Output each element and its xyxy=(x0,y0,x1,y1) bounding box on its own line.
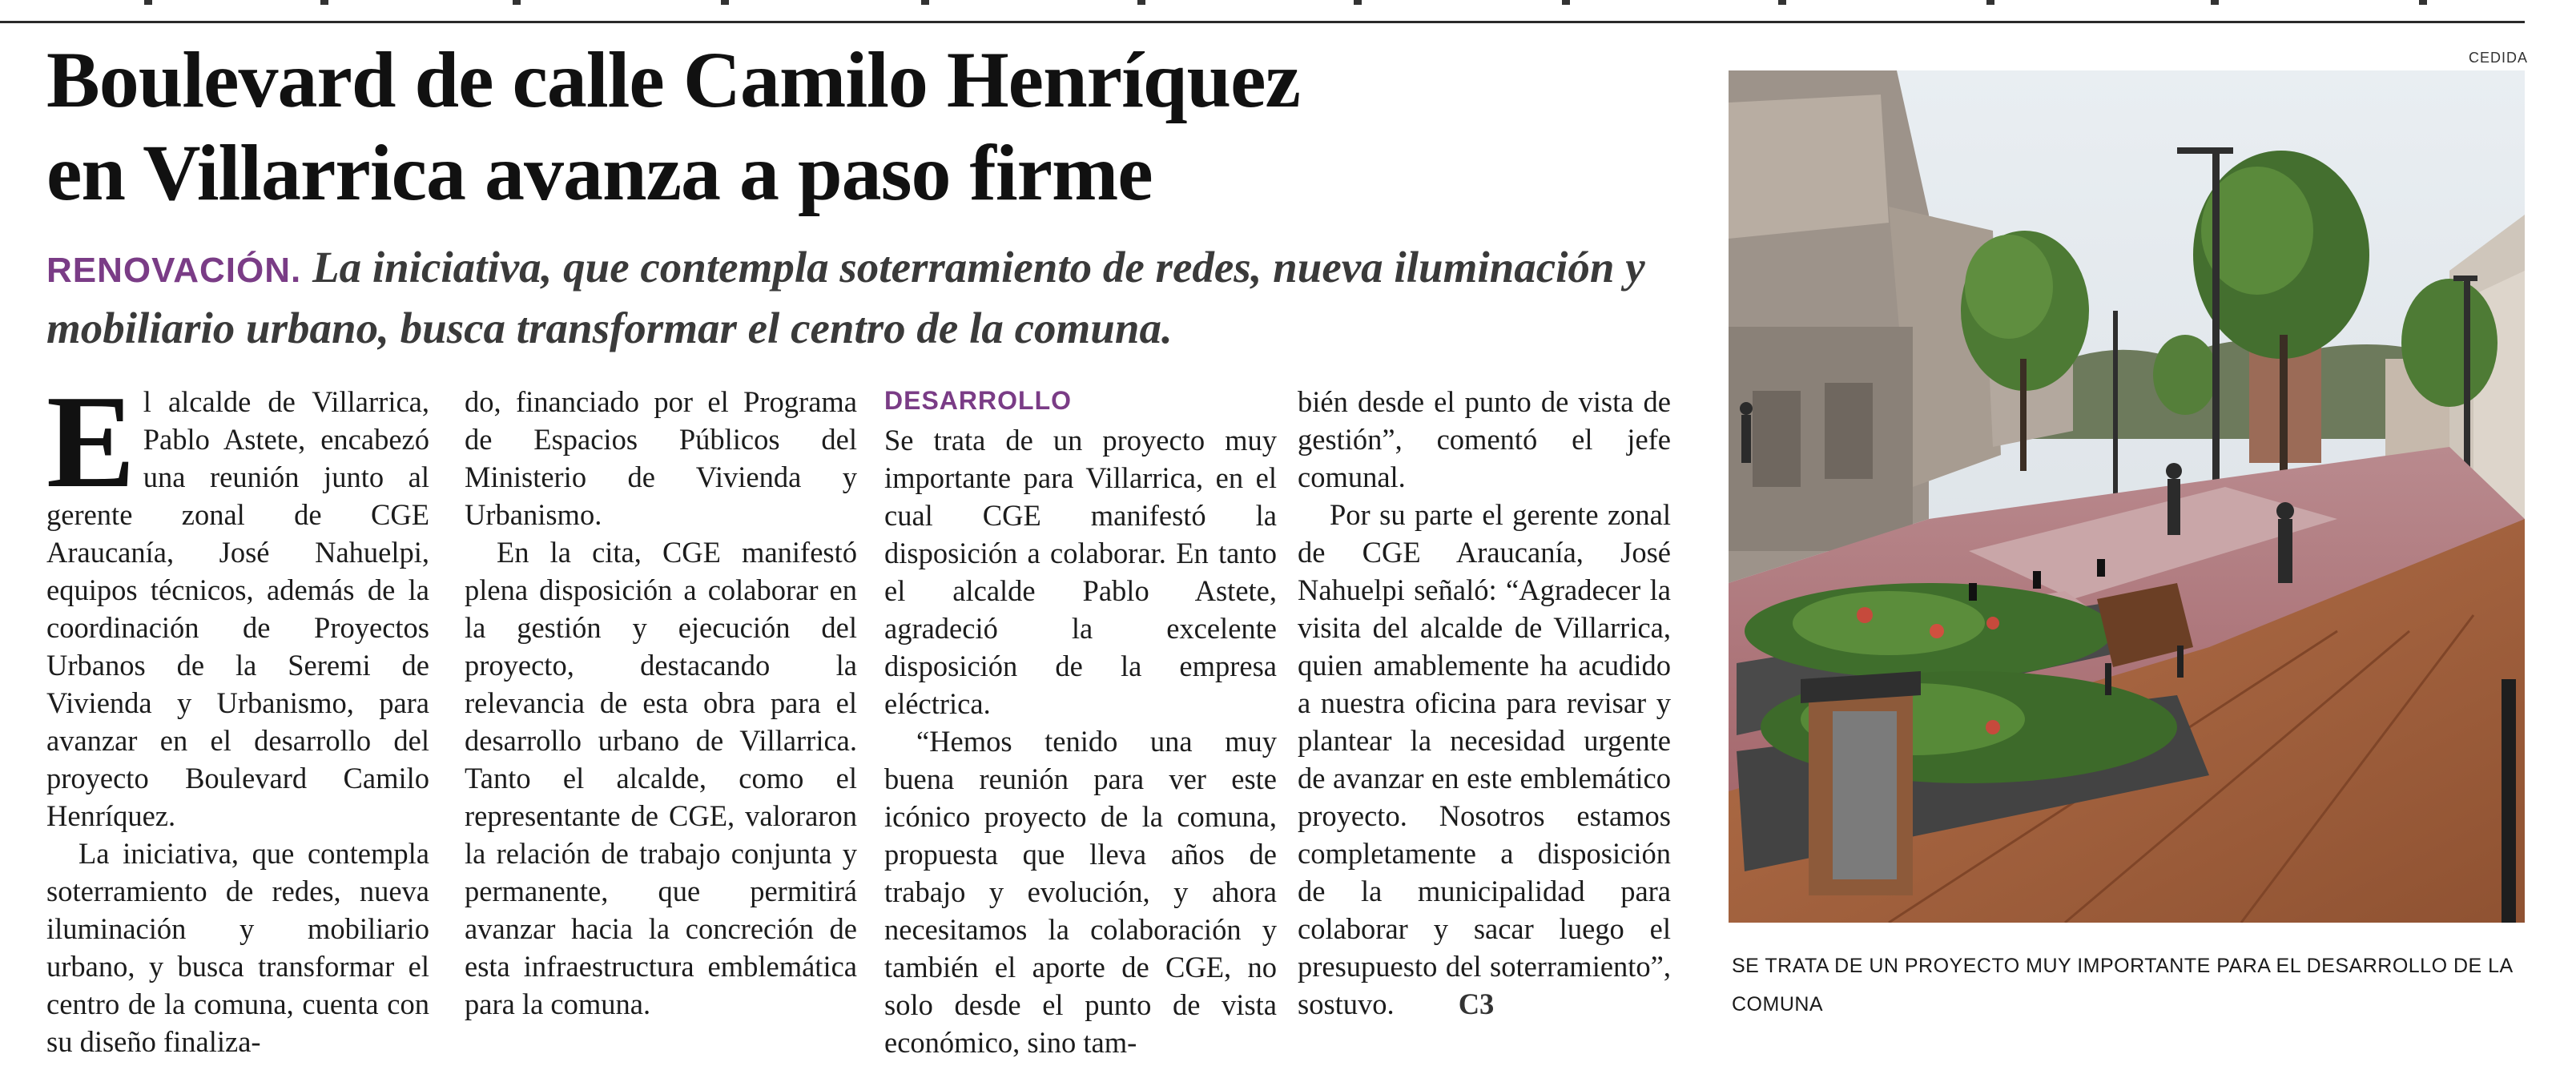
deck-kicker: RENOVACIÓN. xyxy=(46,251,302,290)
drop-cap: E xyxy=(46,368,135,515)
paragraph: bién desde el punto de vista de gestión”, comentó el jefe comunal. xyxy=(1298,385,1671,493)
photo-credit: CEDIDA xyxy=(2468,50,2528,66)
paragraph: En la cita, CGE manifestó plena disposición a colaborar en la gestión y ejecución del proyecto, destacando la relevancia de esta obra para el desarrollo urbano de Villarrica. Tanto el alcalde, como el representante de CGE, valoraron la relación de trabajo conjunta y permanente, que permitirá avanzar hacia la concreción de esta infraestructura emblemática para la comuna. xyxy=(465,536,857,1020)
paragraph: La iniciativa, que contempla soterramiento de redes, nueva iluminación y mobiliario urbano, y busca transformar el centro de la comuna, cuenta con su diseño finaliza- xyxy=(46,837,429,1058)
boulevard-rendering-image xyxy=(1729,70,2525,923)
paragraph: Se trata de un proyecto muy importante para Villarrica, en el cual CGE manifestó la disposición a colaborar. En tanto el alcalde Pablo Astete, agradeció la excelente disposición de la empresa eléctrica. xyxy=(884,424,1277,720)
paragraph-text: Por su parte el gerente zonal de CGE Araucanía, José Nahuelpi señaló: “Agradecer la visita del alcalde de Villarrica, quien amablemente ha acudido a nuestra oficina para revisar y plantear la necesidad urgente de avanzar en este emblemático proyecto. Nosotros estamos completamente a disposición de la municipalidad para colaborar y sacar luego el presupuesto del soterramiento”, sostuvo. xyxy=(1298,498,1671,1020)
paragraph xyxy=(1298,496,1671,1023)
article-column-3 xyxy=(884,383,1277,1061)
paragraph: do, financiado por el Programa de Espacios Públicos del Ministerio de Vivienda y Urbanismo. xyxy=(465,385,857,531)
headline-line-2: en Villarrica avanza a paso firme xyxy=(46,128,1153,217)
headline-line-1: Boulevard de calle Camilo Henríquez xyxy=(46,35,1300,124)
end-mark-icon: C3 xyxy=(1458,988,1495,1020)
paragraph-text: l alcalde de Villarrica, Pablo Astete, encabezó una reunión junto al gerente zonal de CGE Araucanía, José Nahuelpi, equipos técnicos, además de la coordinación de Proyectos Urbanos de la Seremi de Vivienda y Urbanismo, para avanzar en el desarrollo del proyecto Boulevard Camilo Henríquez. xyxy=(46,385,429,832)
article-column-2 xyxy=(465,383,857,1023)
paragraph xyxy=(46,368,429,835)
section-subhead: DESARROLLO xyxy=(884,386,1072,415)
article-column-4 xyxy=(1298,383,1671,1023)
deck-text: La iniciativa, que contempla soterramiento de redes, nueva iluminación y mobiliario urbano, busca transformar el centro de la comuna. xyxy=(46,243,1645,352)
article-column-1 xyxy=(46,368,429,1060)
boulevard-rendering-illustration xyxy=(1729,70,2525,923)
paragraph: “Hemos tenido una muy buena reunión para ver este icónico proyecto de la comuna, propuesta que lleva años de trabajo y evolución, y ahora necesitamos la colaboración y también el aporte de CGE, no solo desde el punto de vista económico, sino tam- xyxy=(884,725,1277,1059)
photo-caption: SE TRATA DE UN PROYECTO MUY IMPORTANTE PARA EL DESARROLLO DE LA COMUNA xyxy=(1732,955,2513,1016)
top-rule xyxy=(0,0,2525,23)
headline xyxy=(46,34,1680,219)
deck xyxy=(46,239,1688,357)
